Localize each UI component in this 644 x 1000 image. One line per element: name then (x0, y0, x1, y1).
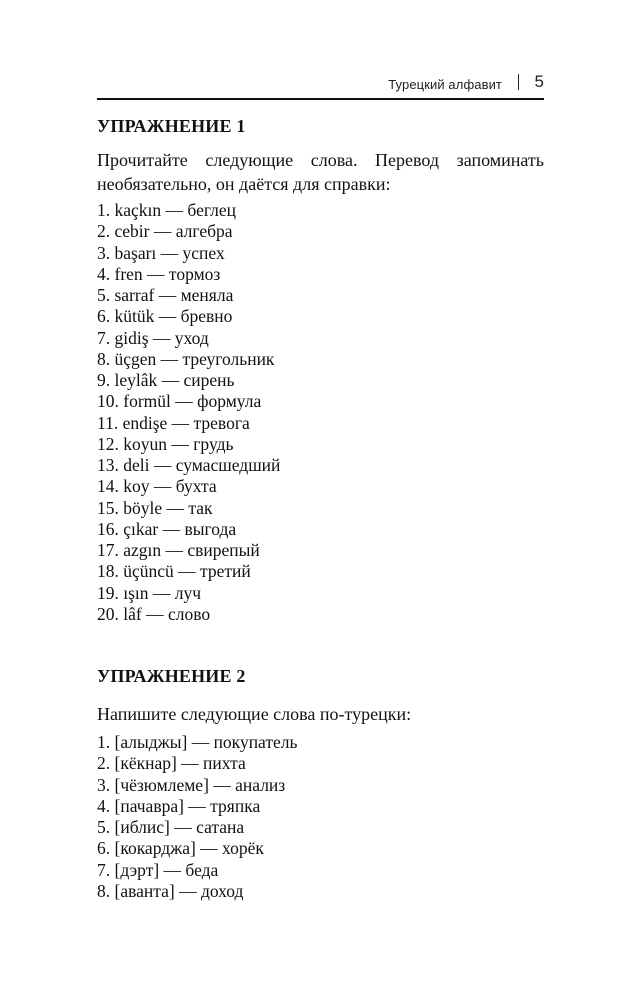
exercise-2-heading: УПРАЖНЕНИЕ 2 (97, 666, 246, 686)
chapter-title: Турецкий алфавит (388, 77, 502, 92)
list-item: 18. üçüncü — третий (97, 561, 251, 582)
list-item: 9. leylâk — сирень (97, 370, 235, 390)
header-separator (518, 74, 520, 90)
list-item: 16. çıkar — выгода (97, 518, 237, 539)
list-item: 10. formül — формула (97, 391, 262, 412)
list-item: 8. [аванта] — доход (97, 880, 244, 901)
page-number: 5 (534, 72, 544, 91)
list-item: 12. koyun — грудь (97, 433, 234, 454)
list-item: 1. kaçkın — беглец (97, 200, 236, 220)
list-item: 7. gidiş — уход (97, 327, 209, 348)
list-item: 6. [кокарджа] — хорёк (97, 838, 264, 859)
exercise-1-word-list (97, 200, 280, 625)
list-item: 15. böyle — так (97, 497, 213, 518)
list-item: 4. fren — тормоз (97, 263, 221, 284)
exercise-1-heading: УПРАЖНЕНИЕ 1 (97, 116, 246, 136)
list-item: 2. [кёкнар] — пихта (97, 753, 246, 774)
list-item: 6. kütük — бревно (97, 306, 233, 327)
list-item: 3. [чёзюмлеме] — анализ (97, 774, 286, 795)
list-item: 8. üçgen — треугольник (97, 348, 275, 369)
list-item: 1. [алыджы] — покупатель (97, 732, 298, 752)
list-item: 3. başarı — успех (97, 242, 225, 263)
exercise-2-word-list (97, 732, 298, 902)
list-item: 5. [иблис] — сатана (97, 817, 245, 837)
list-item: 11. endişe — тревога (97, 412, 250, 433)
exercise-1-instruction: Прочитайте следующие слова. Перевод запоминать необязательно, он даётся для справки: (97, 150, 544, 194)
list-item: 14. koy — бухта (97, 476, 217, 497)
running-header (97, 72, 544, 94)
list-item: 17. azgın — свирепый (97, 540, 260, 560)
list-item: 13. deli — сумасшедший (97, 455, 281, 475)
list-item: 7. [дэрт] — беда (97, 859, 219, 880)
exercise-2-instruction: Напишите следующие слова по-турецки: (97, 704, 412, 724)
header-rule (97, 98, 544, 100)
list-item: 5. sarraf — меняла (97, 285, 234, 305)
list-item: 2. cebir — алгебра (97, 221, 233, 242)
list-item: 20. lâf — слово (97, 603, 211, 624)
list-item: 19. ışın — луч (97, 582, 202, 603)
list-item: 4. [пачавра] — тряпка (97, 795, 261, 816)
